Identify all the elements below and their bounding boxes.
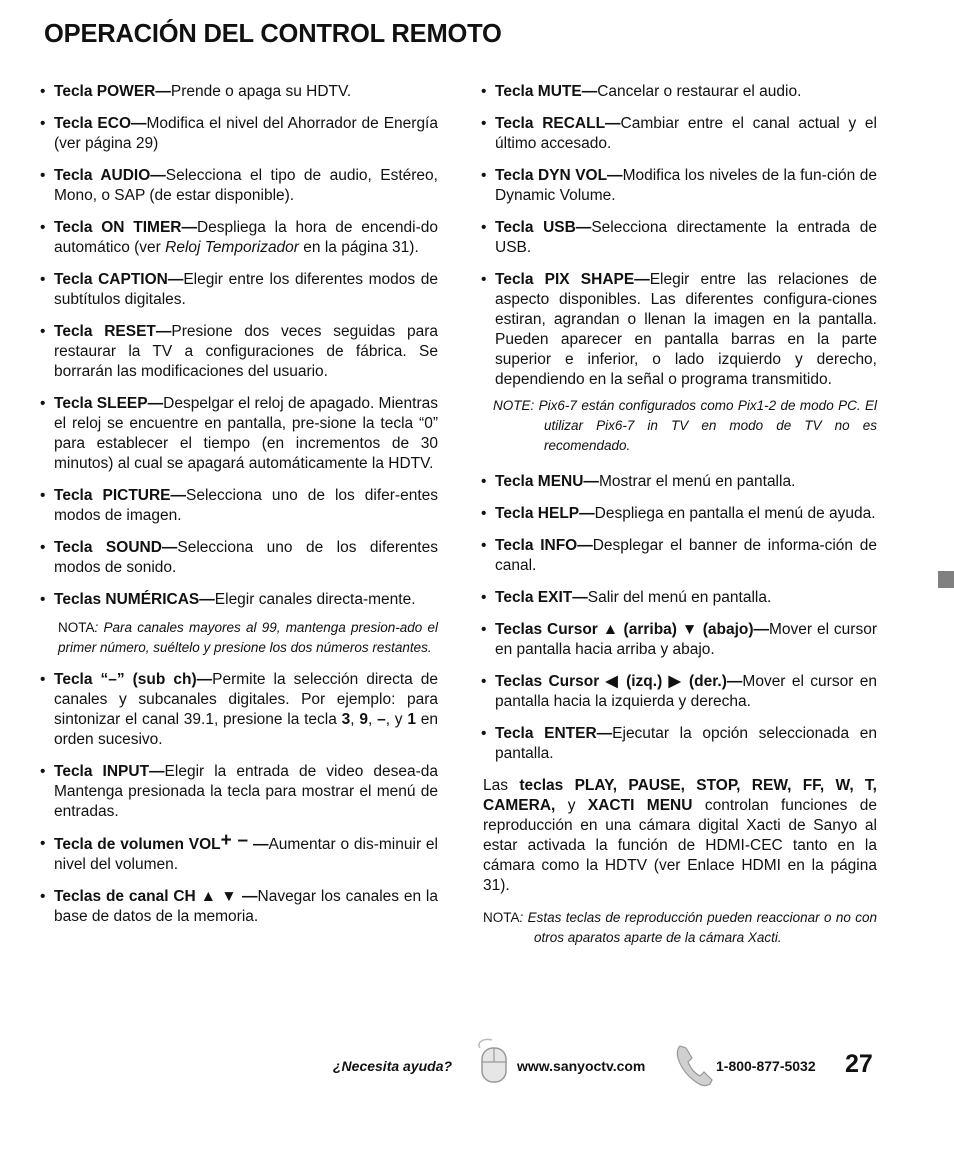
item-key: Tecla ENTER— bbox=[495, 725, 613, 742]
bullet: • bbox=[481, 83, 487, 100]
item-text: en la página 31). bbox=[298, 239, 419, 256]
list-item bbox=[481, 588, 877, 608]
list-item bbox=[481, 620, 877, 660]
note-label: NOTA bbox=[58, 620, 95, 635]
bullet: • bbox=[40, 763, 46, 780]
item-key: Tecla SOUND— bbox=[54, 539, 178, 556]
website-link[interactable]: www.sanyoctv.com bbox=[517, 1058, 646, 1074]
bullet: • bbox=[481, 725, 487, 742]
item-text: Cancelar o restaurar el audio. bbox=[597, 83, 802, 100]
vol-plus-minus-icon: + – bbox=[220, 830, 249, 851]
item-key: Tecla DYN VOL— bbox=[495, 167, 623, 184]
note-text: : Para canales mayores al 99, mantenga presion-ado el primer número, suéltelo y presione los dos números restantes. bbox=[58, 620, 438, 655]
item-text: Prende o apaga su HDTV. bbox=[170, 83, 352, 100]
item-text: Permite la selección directa de canales y subcanales digitales. Por ejemplo: para sintonizar el canal 39.1, presione la tecla bbox=[54, 671, 438, 728]
item-text: Selecciona uno de los difer-entes modos de imagen. bbox=[54, 487, 439, 524]
item-key: Tecla SLEEP— bbox=[54, 395, 164, 412]
item-text: Elegir canales directa-mente. bbox=[214, 591, 416, 608]
list-item bbox=[40, 114, 438, 154]
item-text: Navegar los canales en la base de datos de la memoria. bbox=[54, 888, 438, 925]
help-text: ¿Necesita ayuda? bbox=[333, 1058, 453, 1074]
bullet: • bbox=[40, 591, 46, 608]
bullet: • bbox=[40, 167, 46, 184]
xacti-paragraph bbox=[483, 776, 877, 896]
bullet: • bbox=[40, 323, 46, 340]
list-item bbox=[40, 270, 438, 310]
footer bbox=[0, 1050, 954, 1090]
item-key: Tecla CAPTION— bbox=[54, 271, 184, 288]
bullet: • bbox=[481, 673, 487, 690]
list-item bbox=[481, 166, 877, 206]
list-item bbox=[40, 670, 438, 750]
item-text: Elegir la entrada de video desea-da Mantenga presionada la tecla para mostrar el menú de entradas. bbox=[54, 763, 438, 820]
section-tab-marker bbox=[938, 571, 954, 588]
item-key: Tecla RECALL— bbox=[495, 115, 621, 132]
bullet: • bbox=[40, 115, 46, 132]
bullet: • bbox=[40, 219, 46, 236]
list-item bbox=[40, 218, 438, 258]
phone-number: 1-800-877-5032 bbox=[716, 1058, 816, 1074]
item-key: Tecla POWER— bbox=[54, 83, 171, 100]
note-label: NOTA bbox=[483, 910, 520, 925]
item-key: Tecla ON TIMER— bbox=[54, 219, 197, 236]
list-item bbox=[40, 887, 438, 927]
item-text: Mostrar el menú en pantalla. bbox=[598, 473, 796, 490]
list-item bbox=[40, 394, 438, 474]
item-text: Modifica el nivel del Ahorrador de Energía (ver página 29) bbox=[54, 115, 438, 152]
bullet: • bbox=[481, 271, 487, 288]
list-item bbox=[40, 486, 438, 526]
note bbox=[483, 908, 877, 948]
left-column bbox=[40, 82, 438, 939]
page-title: OPERACIÓN DEL CONTROL REMOTO bbox=[44, 20, 502, 48]
bullet: • bbox=[40, 487, 46, 504]
list-item bbox=[481, 504, 877, 524]
bullet: • bbox=[40, 83, 46, 100]
item-text: Cambiar entre el canal actual y el último accesado. bbox=[495, 115, 877, 152]
list-item bbox=[481, 218, 877, 258]
para-keys: teclas PLAY, PAUSE, STOP, REW, FF, W, T, CAMERA, bbox=[483, 777, 877, 814]
bullet: • bbox=[40, 271, 46, 288]
note-text: : Estas teclas de reproducción pueden reaccionar o no con otros aparatos aparte de la cámara Xacti. bbox=[519, 910, 877, 945]
item-key: Teclas Cursor ▲ (arriba) ▼ (abajo)— bbox=[495, 621, 769, 638]
list-item bbox=[481, 472, 877, 492]
list-item bbox=[481, 724, 877, 764]
list-item bbox=[40, 590, 438, 610]
list-item bbox=[40, 538, 438, 578]
item-key: Tecla PICTURE— bbox=[54, 487, 187, 504]
separator: , y bbox=[385, 711, 408, 728]
note-label: NOTE bbox=[493, 398, 531, 413]
key-9: 9 bbox=[359, 711, 368, 728]
note bbox=[40, 618, 438, 658]
item-key: Tecla MUTE— bbox=[495, 83, 598, 100]
item-key: Tecla USB— bbox=[495, 219, 592, 236]
list-item bbox=[481, 114, 877, 154]
item-key: Tecla AUDIO— bbox=[54, 167, 166, 184]
list-item bbox=[481, 672, 877, 712]
item-text: Despliega la hora de encendi-do automático (ver bbox=[54, 219, 438, 256]
list-item bbox=[40, 762, 438, 822]
note-text: : Pix6-7 están configurados como Pix1-2 de modo PC. El utilizar Pix6-7 in TV en modo de TV no es recomendado. bbox=[530, 398, 877, 453]
key-3: 3 bbox=[341, 711, 351, 728]
note bbox=[493, 396, 877, 456]
item-dash: — bbox=[248, 836, 269, 853]
item-key: Tecla MENU— bbox=[495, 473, 599, 490]
item-key: Tecla INPUT— bbox=[54, 763, 165, 780]
item-text: Salir del menú en pantalla. bbox=[587, 589, 772, 606]
right-column bbox=[481, 82, 877, 948]
item-key: Tecla INFO— bbox=[495, 537, 593, 554]
item-text: Modifica los niveles de la fun-ción de Dynamic Volume. bbox=[495, 167, 877, 204]
item-text: Mover el cursor en pantalla hacia arriba y abajo. bbox=[495, 621, 877, 658]
bullet: • bbox=[40, 835, 46, 852]
para-text: y bbox=[555, 797, 588, 814]
phone-icon bbox=[672, 1040, 716, 1090]
item-text: Presione dos veces seguidas para restaurar la TV a configuraciones de fábrica. Se borrarán las modificaciones del usuario. bbox=[54, 323, 439, 380]
item-text: Aumentar o dis-minuir el nivel del volumen. bbox=[54, 836, 438, 873]
list-item bbox=[40, 322, 438, 382]
para-text: Las bbox=[483, 777, 520, 794]
bullet: • bbox=[40, 888, 46, 905]
item-key: Tecla de volumen VOL bbox=[54, 836, 221, 853]
page-number: 27 bbox=[845, 1050, 873, 1078]
item-text: Selecciona el tipo de audio, Estéreo, Mono, o SAP (de estar disponible). bbox=[54, 167, 438, 204]
item-key: Tecla EXIT— bbox=[495, 589, 588, 606]
item-key: Teclas NUMÉRICAS— bbox=[54, 591, 215, 608]
item-key: Tecla RESET— bbox=[54, 323, 172, 340]
bullet: • bbox=[481, 537, 487, 554]
item-text: Selecciona directamente la entrada de USB. bbox=[495, 219, 877, 256]
item-key: Tecla PIX SHAPE— bbox=[495, 271, 650, 288]
item-text: Despelgar el reloj de apagado. Mientras el reloj se encuentre en pantalla, pre-sione la tecla “0” para establecer el tiempo (en incrementos de 30 minutos) al cual se apagará automáticamente la HDTV. bbox=[54, 395, 438, 472]
item-key: Teclas Cursor ◀ (izq.) ▶ (der.)— bbox=[495, 673, 743, 690]
item-text: Elegir entre las relaciones de aspecto disponibles. Las diferentes configura-ciones estiran, agrandan o llenan la imagen en la pantalla. Pueden aparecer en pantalla barras en la parte superior e inferior, o lado izquierdo y derecho, dependiendo en la señal o programa transmitido. bbox=[495, 271, 878, 388]
item-key: Tecla HELP— bbox=[495, 505, 595, 522]
para-text: controlan funciones de reproducción en una cámara digital Xacti de Sanyo al estar activada la función de HDMI-CEC tanto en la cámara como la HDTV (ver Enlace HDMI en la página 31). bbox=[483, 797, 877, 894]
bullet: • bbox=[481, 219, 487, 236]
list-item bbox=[481, 82, 877, 102]
separator: , bbox=[350, 711, 360, 728]
item-key: Tecla “–” (sub ch)— bbox=[54, 671, 213, 688]
separator: , bbox=[368, 711, 378, 728]
item-text: Selecciona uno de los diferentes modos de sonido. bbox=[54, 539, 438, 576]
list-item bbox=[40, 830, 438, 875]
item-text: en orden sucesivo. bbox=[54, 711, 438, 748]
bullet: • bbox=[481, 505, 487, 522]
list-item bbox=[40, 166, 438, 206]
bullet: • bbox=[481, 473, 487, 490]
item-key: Teclas de canal CH ▲ ▼ — bbox=[54, 888, 258, 905]
item-key: Tecla ECO— bbox=[54, 115, 147, 132]
bullet: • bbox=[481, 589, 487, 606]
item-text: Elegir entre los diferentes modos de subtítulos digitales. bbox=[54, 271, 438, 308]
bullet: • bbox=[40, 671, 46, 688]
list-item bbox=[481, 536, 877, 576]
bullet: • bbox=[481, 621, 487, 638]
bullet: • bbox=[481, 167, 487, 184]
key-dash: – bbox=[377, 711, 386, 728]
item-text: Desplegar el banner de informa-ción de canal. bbox=[495, 537, 877, 574]
key-1: 1 bbox=[407, 711, 416, 728]
bullet: • bbox=[481, 115, 487, 132]
bullet: • bbox=[40, 395, 46, 412]
item-text-italic: Reloj Temporizador bbox=[165, 239, 299, 256]
list-item bbox=[40, 82, 438, 102]
item-text: Mover el cursor en pantalla hacia la izquierda y derecha. bbox=[495, 673, 877, 710]
list-item bbox=[481, 270, 877, 390]
item-text: Ejecutar la opción seleccionada en pantalla. bbox=[495, 725, 878, 762]
bullet: • bbox=[40, 539, 46, 556]
item-text: Despliega en pantalla el menú de ayuda. bbox=[594, 505, 876, 522]
mouse-icon bbox=[470, 1036, 514, 1088]
para-keys: XACTI MENU bbox=[587, 797, 693, 814]
